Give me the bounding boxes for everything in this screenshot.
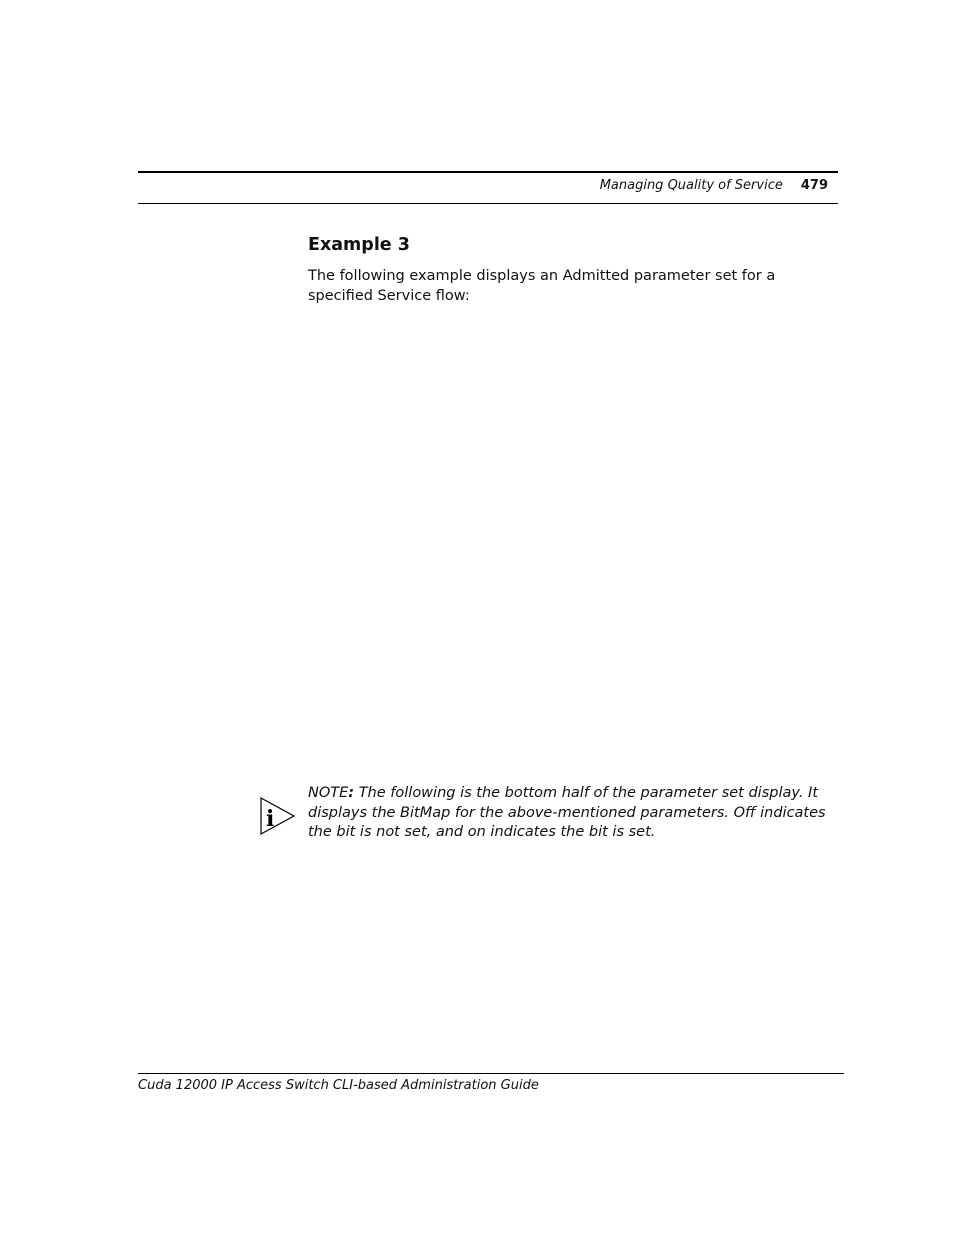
footer-book-title: Cuda 12000 IP Access Switch CLI-based Administration Guide (138, 1078, 539, 1093)
header-rule-bottom (138, 203, 838, 204)
header-rule-top (138, 171, 838, 173)
running-header-section-title: Managing Quality of Service (599, 178, 783, 193)
footer-rule (138, 1073, 844, 1074)
section-heading: Example 3 (308, 235, 410, 255)
note-text: The following is the bottom half of the parameter set display. It displays the BitMap for the above-mentioned parameters. Off indicates the bit is not set, and on indicates the bit is set. (308, 785, 826, 840)
svg-text:i: i (266, 806, 275, 832)
intro-paragraph: The following example displays an Admitted parameter set for a specified Service flow: (308, 268, 776, 304)
info-icon (259, 796, 297, 836)
note-colon: : (348, 785, 355, 801)
page-number: 479 (800, 178, 828, 193)
running-header (138, 177, 828, 195)
note-paragraph (308, 784, 838, 843)
note-label: NOTE (308, 785, 349, 801)
